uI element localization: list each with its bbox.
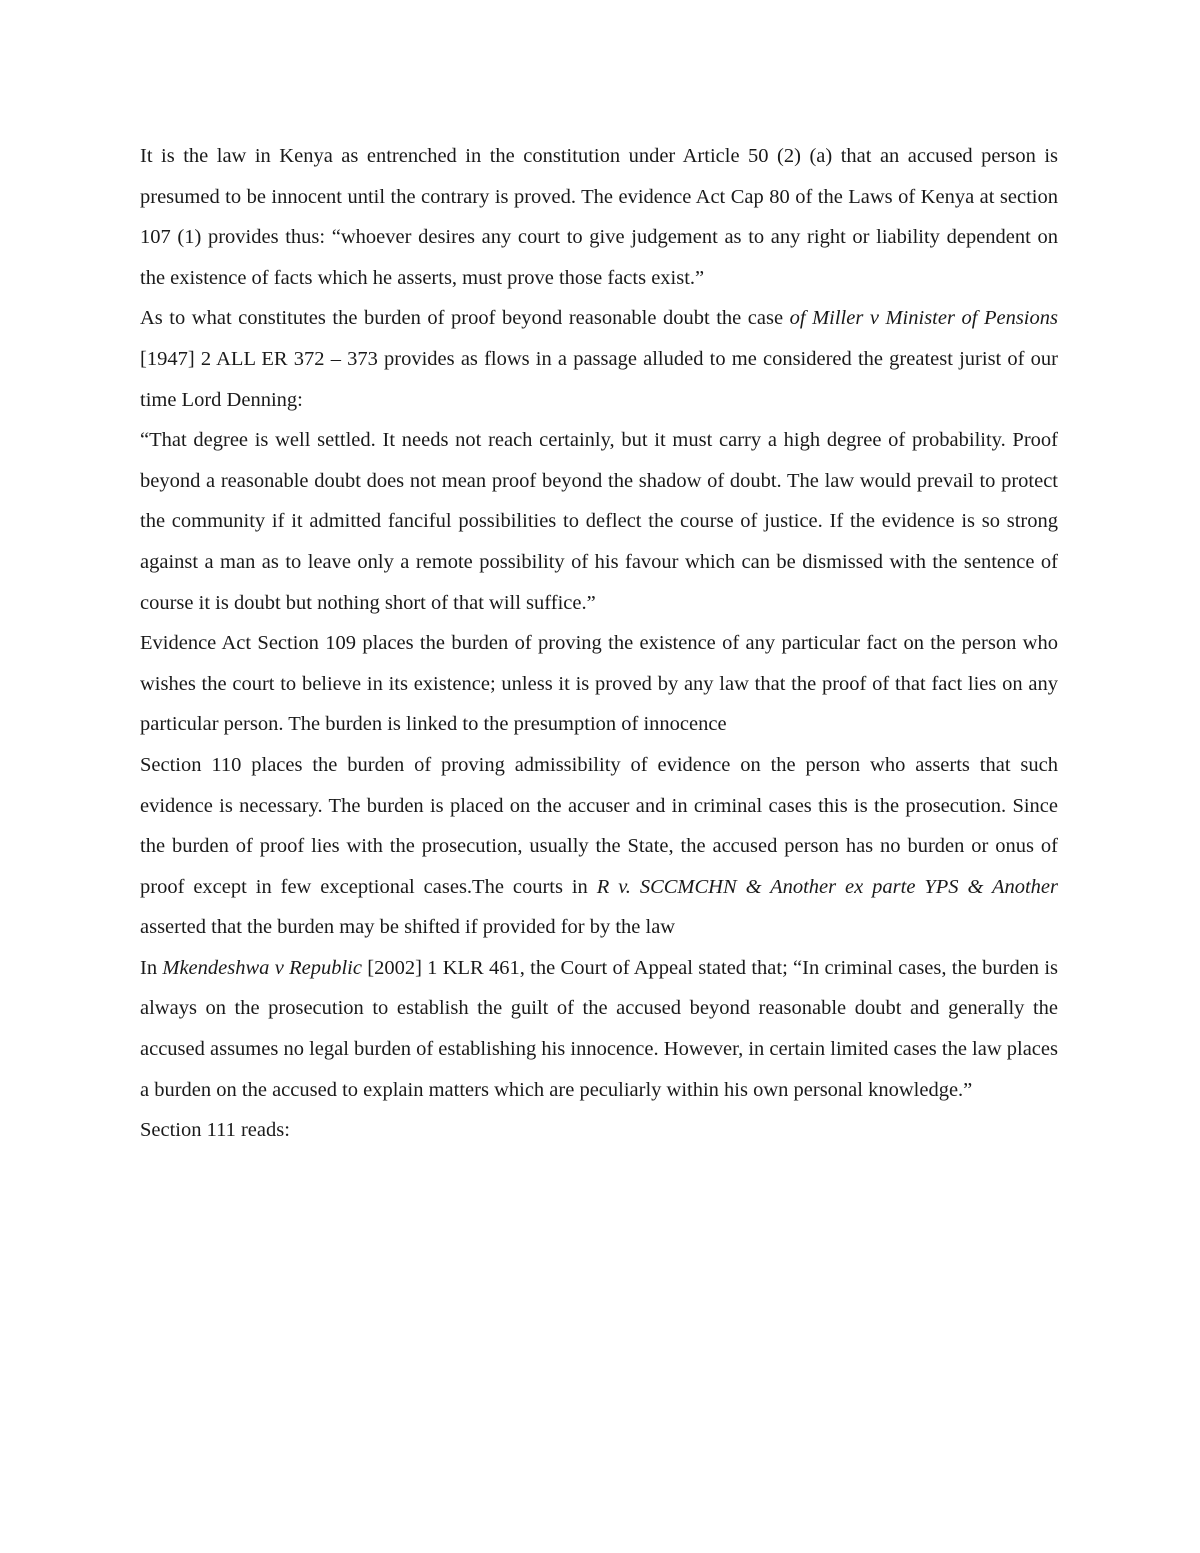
text-run: [2002] 1 KLR 461, the Court of Appeal stated that; “In criminal cases, the burden is always on the prosecution to establish the guilt of the accused beyond reasonable doubt and generally the accused assumes no legal burden of establishing his innocence. However, in certain limited cases the law places a burden on the accused to explain matters which are peculiarly within his own personal knowledge.” [140,956,1059,1101]
text-run: As to what constitutes the burden of proof beyond reasonable doubt the case [140,307,790,330]
paragraph-section-111 [140,1110,1058,1151]
paragraph-section-110 [140,745,1058,948]
paragraph-mkendeshwa [140,948,1058,1110]
case-name-italic: of Miller v Minister of Pensions [789,307,1058,330]
text-run: [1947] 2 ALL ER 372 – 373 provides as flows in a passage alluded to me considered the greatest jurist of our time Lord Denning: [140,347,1058,411]
text-run: In [140,956,163,979]
text-run: asserted that the burden may be shifted if provided for by the law [140,916,676,939]
paragraph-denning-quote [140,420,1058,623]
case-name-italic: Mkendeshwa v Republic [162,956,362,979]
paragraph-constitution [140,136,1058,298]
paragraph-section-109 [140,623,1058,745]
text-run: “That degree is well settled. It needs not reach certainly, but it must carry a high degree of probability. Proof beyond a reasonable doubt does not mean proof beyond the shadow of doubt. The law would prevail to protect the community if it admitted fanciful possibilities to deflect the course of justice. If the evidence is so strong against a man as to leave only a remote possibility of his favour which can be dismissed with the sentence of course it is doubt but nothing short of that will suffice.” [140,429,1058,614]
paragraph-miller-case [140,298,1058,420]
text-run: It is the law in Kenya as entrenched in the constitution under Article 50 (2) (a) that an accused person is presumed to be innocent until the contrary is proved. The evidence Act Cap 80 of the Laws of Kenya at section 107 (1) provides thus: “whoever desires any court to give judgement as to any right or liability dependent on the existence of facts which he asserts, must prove those facts exist.” [140,145,1058,289]
text-run: Evidence Act Section 109 places the burden of proving the existence of any particular fact on the person who wishes the court to believe in its existence; unless it is proved by any law that the proof of that fact lies on any particular person. The burden is linked to the presumption of innocence [140,632,1058,736]
text-run: Section 111 reads: [140,1119,290,1142]
case-name-italic: R v. SCCMCHN & Another ex parte YPS & Another [596,875,1058,898]
document-page [140,136,1058,1151]
text-run: Section 110 places the burden of proving admissibility of evidence on the person who asserts that such evidence is necessary. The burden is placed on the accuser and in criminal cases this is the prosecution. Since the burden of proof lies with the prosecution, usually the State, the accused person has no burden or onus of proof except in few exceptional cases.The courts in [140,753,1058,898]
